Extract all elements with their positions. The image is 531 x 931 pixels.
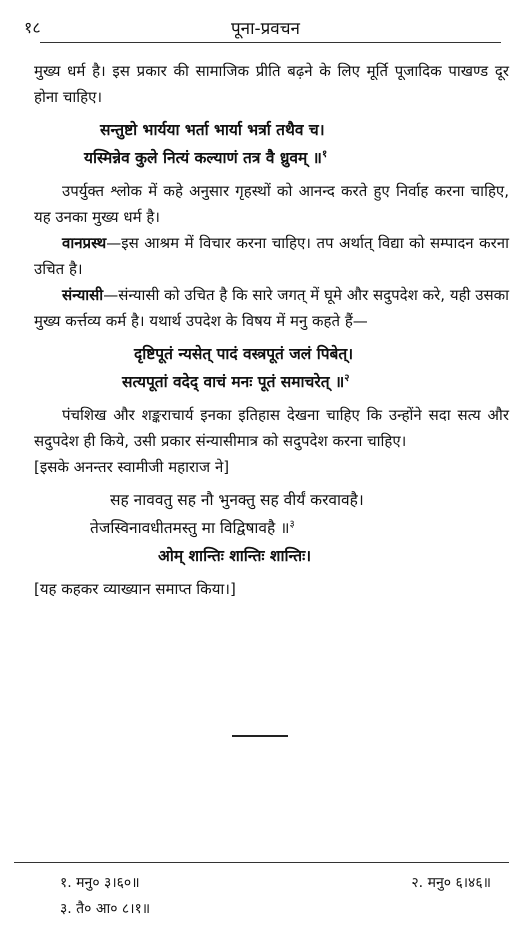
footnote: ३. तै० आ० ८।१॥ [60, 901, 151, 917]
paragraph: पंचशिख और शङ्कराचार्य इनका इतिहास देखना चाहिए कि उन्होंने सदा सत्य और सदुपदेश ही किये, उसी प्रकार संन्यासीमात्र को सदुपदेश करना चाहिए। [34, 406, 509, 450]
footnote-ref: १ [321, 148, 328, 160]
term-heading: वानप्रस्थ [62, 234, 107, 252]
verse-block [34, 486, 509, 570]
running-head: पूना-प्रवचन [231, 19, 300, 39]
verse-line: दृष्टिपूतं न्यसेत् पादं वस्त्रपूतं जलं पिबेत्। [134, 345, 354, 363]
header-rule [40, 42, 501, 43]
verse-line: ओम् शान्तिः शान्तिः शान्तिः। [158, 547, 312, 565]
page-body [34, 58, 509, 602]
verse-line [34, 368, 509, 396]
footnote-rule [14, 862, 509, 863]
verse-text: सत्यपूतां वदेद् वाचं मनः पूतं समाचरेत् ॥ [122, 373, 345, 391]
footnote-ref: २ [344, 372, 350, 384]
footnote-ref: ३ [289, 518, 295, 530]
verse-block [34, 116, 509, 172]
section-end-rule [232, 735, 288, 737]
paragraph [34, 230, 509, 282]
paragraph: उपर्युक्त श्लोक में कहे अनुसार गृहस्थों को आनन्द करते हुए निर्वाह करना चाहिए, यह उनका मुख्य धर्म है। [34, 182, 509, 226]
page-number: १८ [24, 18, 41, 37]
paragraph-text: —संन्यासी को उचित है कि सारे जगत् में घूमे और सदुपदेश करे, यही उसका मुख्य कर्त्तव्य कर्म है। यथार्थ उपदेश के विषय में मनु कहते हैं— [34, 286, 509, 330]
verse-text: यस्मिन्नेव कुले नित्यं कल्याणं तत्र वै ध्रुवम् ॥ [84, 149, 322, 167]
paragraph [34, 282, 509, 334]
footnote-row [60, 896, 491, 922]
term-heading: संन्यासी [62, 286, 104, 304]
verse-line [34, 144, 509, 172]
footnotes [60, 870, 491, 922]
footnote: १. मनु० ३।६०॥ [60, 875, 140, 891]
bracket-note: [इसके अनन्तर स्वामीजी महाराज ने] [34, 458, 230, 476]
paragraph: मुख्य धर्म है। इस प्रकार की सामाजिक प्रीति बढ़ने के लिए मूर्ति पूजादिक पाखण्ड दूर होना चाहिए। [34, 62, 509, 106]
footnote: २. मनु० ६।४६॥ [411, 875, 491, 891]
paragraph-text: —इस आश्रम में विचार करना चाहिए। तप अर्थात् विद्या को सम्पादन करना उचित है। [34, 234, 509, 278]
verse-line: सह नाववतु सह नौ भुनक्तु सह वीर्यं करवावहै। [110, 491, 364, 509]
verse-line [34, 514, 509, 542]
bracket-note: [यह कहकर व्याख्यान समाप्त किया।] [34, 580, 236, 598]
verse-text: तेजस्विनावधीतमस्तु मा विद्विषावहै ॥ [90, 519, 290, 537]
footnote-row [60, 870, 491, 896]
verse-line: सन्तुष्टो भार्यया भर्ता भार्या भर्त्रा तथैव च। [100, 121, 325, 139]
verse-block [34, 340, 509, 396]
